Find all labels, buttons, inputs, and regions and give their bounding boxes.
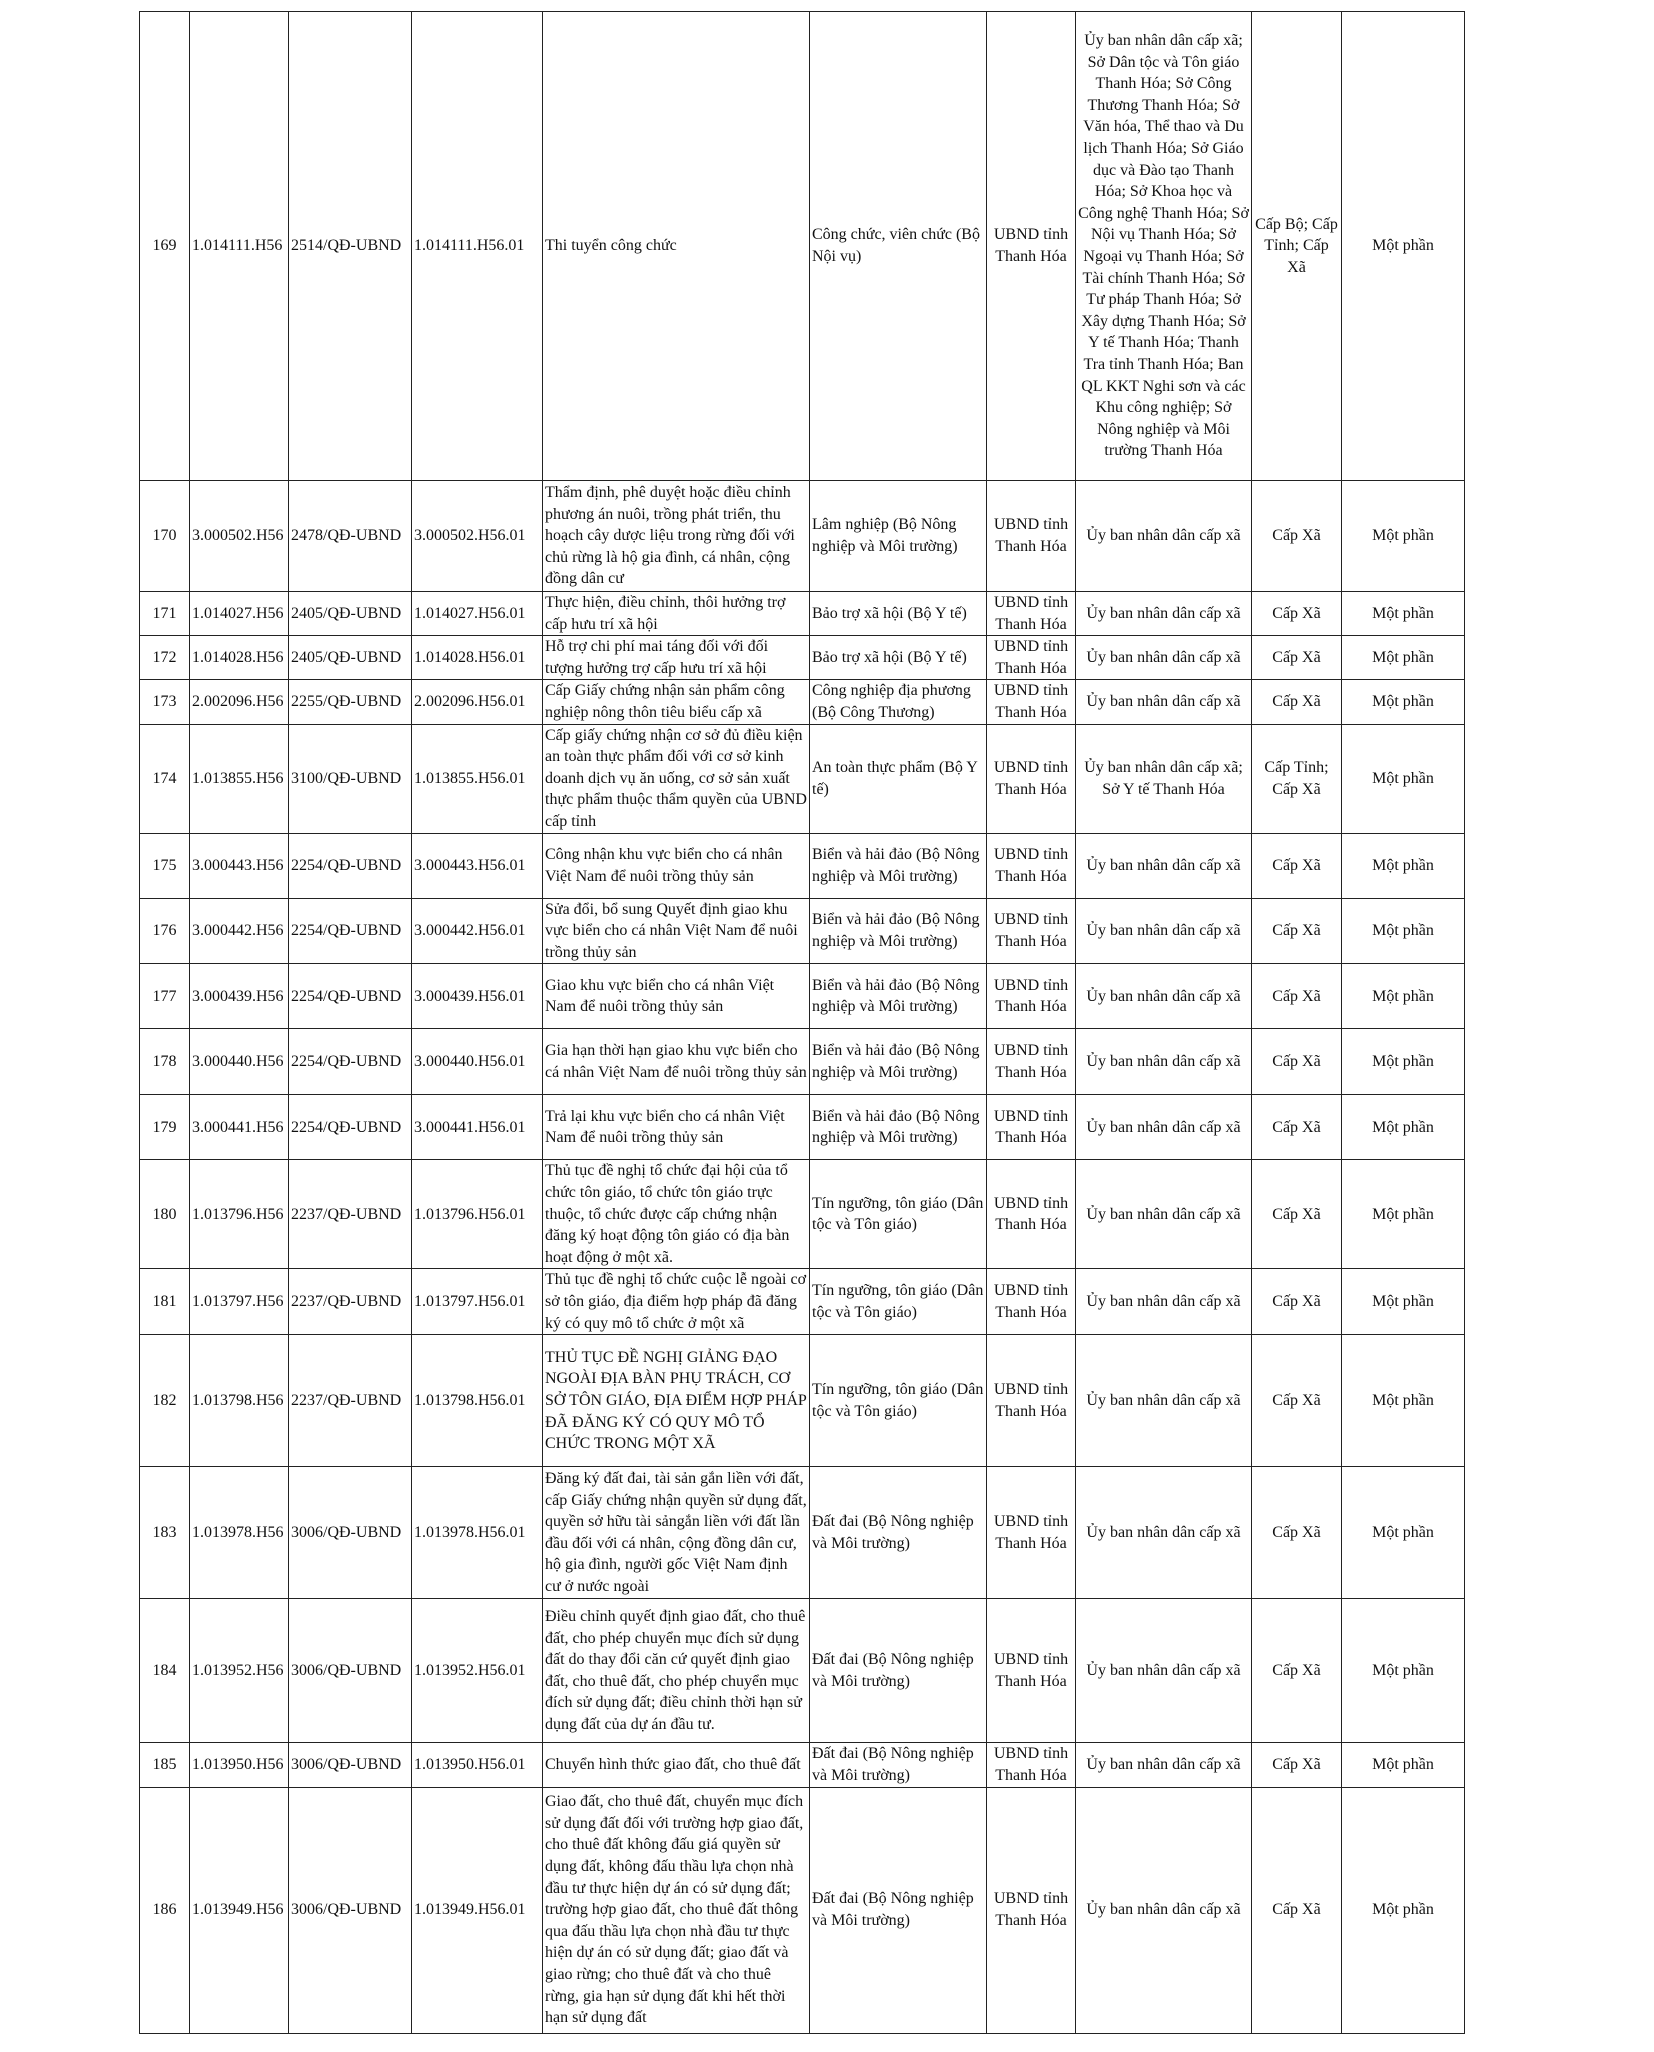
administrative-level-cell: Cấp Xã [1252, 680, 1342, 724]
service-scope-cell: Một phần [1342, 724, 1465, 833]
procedure-field-cell: Biển và hải đảo (Bộ Nông nghiệp và Môi trường) [810, 964, 987, 1029]
service-scope-cell: Một phần [1342, 1599, 1465, 1743]
service-scope-cell: Một phần [1342, 1787, 1465, 2033]
administrative-level-cell: Cấp Xã [1252, 964, 1342, 1029]
table-row [140, 1467, 1465, 1599]
service-scope-cell: Một phần [1342, 1467, 1465, 1599]
procedure-code-cell: 1.013798.H56 [190, 1335, 289, 1467]
implementing-agency-cell: Ủy ban nhân dân cấp xã [1076, 1335, 1252, 1467]
table-row [140, 1160, 1465, 1269]
table-row [140, 1743, 1465, 1787]
implementing-agency-cell: Ủy ban nhân dân cấp xã [1076, 592, 1252, 636]
procedure-code-cell: 1.013949.H56 [190, 1787, 289, 2033]
service-scope-cell: Một phần [1342, 1095, 1465, 1160]
service-scope-cell: Một phần [1342, 12, 1465, 481]
table-row [140, 592, 1465, 636]
implementing-agency-cell: Ủy ban nhân dân cấp xã [1076, 481, 1252, 592]
procedure-code-cell: 3.000442.H56 [190, 898, 289, 964]
implementing-agency-cell: Ủy ban nhân dân cấp xã [1076, 680, 1252, 724]
procedure-subcode-cell: 1.014027.H56.01 [412, 592, 543, 636]
row-number-cell: 176 [140, 898, 190, 964]
procedure-name-cell: Thực hiện, điều chỉnh, thôi hưởng trợ cấp hưu trí xã hội [543, 592, 810, 636]
administrative-level-cell: Cấp Xã [1252, 1787, 1342, 2033]
decision-number-cell: 2405/QĐ-UBND [289, 592, 412, 636]
administrative-level-cell: Cấp Tỉnh; Cấp Xã [1252, 724, 1342, 833]
authority-cell: UBND tỉnh Thanh Hóa [987, 1743, 1076, 1787]
decision-number-cell: 2237/QĐ-UBND [289, 1335, 412, 1467]
procedure-field-cell: Tín ngưỡng, tôn giáo (Dân tộc và Tôn giáo) [810, 1335, 987, 1467]
decision-number-cell: 2254/QĐ-UBND [289, 1095, 412, 1160]
row-number-cell: 183 [140, 1467, 190, 1599]
row-number-cell: 172 [140, 636, 190, 680]
procedure-subcode-cell: 3.000439.H56.01 [412, 964, 543, 1029]
procedure-subcode-cell: 1.013796.H56.01 [412, 1160, 543, 1269]
procedure-field-cell: Đất đai (Bộ Nông nghiệp và Môi trường) [810, 1599, 987, 1743]
procedure-name-cell: Hỗ trợ chi phí mai táng đối với đối tượng hưởng trợ cấp hưu trí xã hội [543, 636, 810, 680]
procedure-name-cell: Công nhận khu vực biển cho cá nhân Việt Nam để nuôi trồng thủy sản [543, 833, 810, 898]
authority-cell: UBND tỉnh Thanh Hóa [987, 1029, 1076, 1095]
implementing-agency-cell: Ủy ban nhân dân cấp xã [1076, 1160, 1252, 1269]
service-scope-cell: Một phần [1342, 964, 1465, 1029]
decision-number-cell: 2255/QĐ-UBND [289, 680, 412, 724]
administrative-level-cell: Cấp Xã [1252, 1095, 1342, 1160]
procedure-field-cell: An toàn thực phẩm (Bộ Y tế) [810, 724, 987, 833]
decision-number-cell: 2254/QĐ-UBND [289, 1029, 412, 1095]
table-row [140, 1599, 1465, 1743]
authority-cell: UBND tỉnh Thanh Hóa [987, 636, 1076, 680]
administrative-level-cell: Cấp Xã [1252, 833, 1342, 898]
decision-number-cell: 3006/QĐ-UBND [289, 1787, 412, 2033]
authority-cell: UBND tỉnh Thanh Hóa [987, 1269, 1076, 1335]
administrative-level-cell: Cấp Xã [1252, 1160, 1342, 1269]
table-row [140, 1269, 1465, 1335]
authority-cell: UBND tỉnh Thanh Hóa [987, 1335, 1076, 1467]
administrative-level-cell: Cấp Xã [1252, 592, 1342, 636]
procedure-field-cell: Tín ngưỡng, tôn giáo (Dân tộc và Tôn giáo) [810, 1269, 987, 1335]
decision-number-cell: 3006/QĐ-UBND [289, 1743, 412, 1787]
procedure-code-cell: 3.000440.H56 [190, 1029, 289, 1095]
procedure-field-cell: Biển và hải đảo (Bộ Nông nghiệp và Môi trường) [810, 898, 987, 964]
procedure-name-cell: Gia hạn thời hạn giao khu vực biển cho cá nhân Việt Nam để nuôi trồng thủy sản [543, 1029, 810, 1095]
row-number-cell: 171 [140, 592, 190, 636]
table-row [140, 481, 1465, 592]
implementing-agency-cell: Ủy ban nhân dân cấp xã [1076, 636, 1252, 680]
row-number-cell: 181 [140, 1269, 190, 1335]
table-row [140, 833, 1465, 898]
procedure-subcode-cell: 3.000443.H56.01 [412, 833, 543, 898]
procedure-code-cell: 1.013952.H56 [190, 1599, 289, 1743]
implementing-agency-cell: Ủy ban nhân dân cấp xã [1076, 833, 1252, 898]
row-number-cell: 184 [140, 1599, 190, 1743]
procedure-subcode-cell: 3.000502.H56.01 [412, 481, 543, 592]
procedure-field-cell: Công chức, viên chức (Bộ Nội vụ) [810, 12, 987, 481]
authority-cell: UBND tỉnh Thanh Hóa [987, 1599, 1076, 1743]
service-scope-cell: Một phần [1342, 1269, 1465, 1335]
decision-number-cell: 3006/QĐ-UBND [289, 1467, 412, 1599]
procedure-field-cell: Đất đai (Bộ Nông nghiệp và Môi trường) [810, 1467, 987, 1599]
authority-cell: UBND tỉnh Thanh Hóa [987, 680, 1076, 724]
implementing-agency-cell: Ủy ban nhân dân cấp xã; Sở Y tế Thanh Hóa [1076, 724, 1252, 833]
implementing-agency-cell: Ủy ban nhân dân cấp xã [1076, 964, 1252, 1029]
decision-number-cell: 2254/QĐ-UBND [289, 833, 412, 898]
procedure-name-cell: Thủ tục đề nghị tổ chức đại hội của tổ chức tôn giáo, tổ chức tôn giáo trực thuộc, tổ chức được cấp chứng nhận đăng ký hoạt động tôn giáo có địa bàn hoạt động ở một xã. [543, 1160, 810, 1269]
procedure-subcode-cell: 3.000441.H56.01 [412, 1095, 543, 1160]
administrative-level-cell: Cấp Xã [1252, 1029, 1342, 1095]
decision-number-cell: 2254/QĐ-UBND [289, 964, 412, 1029]
row-number-cell: 177 [140, 964, 190, 1029]
table-row [140, 1787, 1465, 2033]
row-number-cell: 180 [140, 1160, 190, 1269]
decision-number-cell: 2478/QĐ-UBND [289, 481, 412, 592]
service-scope-cell: Một phần [1342, 898, 1465, 964]
table-row [140, 1335, 1465, 1467]
administrative-level-cell: Cấp Xã [1252, 481, 1342, 592]
procedure-subcode-cell: 3.000440.H56.01 [412, 1029, 543, 1095]
administrative-level-cell: Cấp Xã [1252, 1743, 1342, 1787]
procedure-name-cell: Thi tuyển công chức [543, 12, 810, 481]
service-scope-cell: Một phần [1342, 592, 1465, 636]
procedure-name-cell: Giao khu vực biển cho cá nhân Việt Nam để nuôi trồng thủy sản [543, 964, 810, 1029]
table-body [140, 12, 1465, 2034]
procedure-code-cell: 3.000439.H56 [190, 964, 289, 1029]
procedure-name-cell: Giao đất, cho thuê đất, chuyển mục đích sử dụng đất đối với trường hợp giao đất, cho thuê đất không đấu giá quyền sử dụng đất, không đấu thầu lựa chọn nhà đầu tư thực hiện dự án có sử dụng đất; trường hợp giao đất, cho thuê đất thông qua đấu thầu lựa chọn nhà đầu tư thực hiện dự án có sử dụng đất; giao đất và giao rừng; cho thuê đất và cho thuê rừng, gia hạn sử dụng đất khi hết thời hạn sử dụng đất [543, 1787, 810, 2033]
implementing-agency-cell: Ủy ban nhân dân cấp xã [1076, 1743, 1252, 1787]
authority-cell: UBND tỉnh Thanh Hóa [987, 898, 1076, 964]
row-number-cell: 185 [140, 1743, 190, 1787]
procedure-subcode-cell: 3.000442.H56.01 [412, 898, 543, 964]
decision-number-cell: 3006/QĐ-UBND [289, 1599, 412, 1743]
procedure-name-cell: Sửa đổi, bổ sung Quyết định giao khu vực biển cho cá nhân Việt Nam để nuôi trồng thủy sản [543, 898, 810, 964]
table-row [140, 1095, 1465, 1160]
authority-cell: UBND tỉnh Thanh Hóa [987, 964, 1076, 1029]
decision-number-cell: 2237/QĐ-UBND [289, 1269, 412, 1335]
administrative-level-cell: Cấp Xã [1252, 898, 1342, 964]
procedure-name-cell: Cấp giấy chứng nhận cơ sở đủ điều kiện an toàn thực phẩm đối với cơ sở kinh doanh dịch vụ ăn uống, cơ sở sản xuất thực phẩm thuộc thẩm quyền của UBND cấp tỉnh [543, 724, 810, 833]
authority-cell: UBND tỉnh Thanh Hóa [987, 1095, 1076, 1160]
procedure-code-cell: 1.013796.H56 [190, 1160, 289, 1269]
implementing-agency-cell: Ủy ban nhân dân cấp xã [1076, 1467, 1252, 1599]
service-scope-cell: Một phần [1342, 1029, 1465, 1095]
procedure-code-cell: 3.000502.H56 [190, 481, 289, 592]
row-number-cell: 174 [140, 724, 190, 833]
procedure-code-cell: 1.013855.H56 [190, 724, 289, 833]
implementing-agency-cell: Ủy ban nhân dân cấp xã [1076, 1599, 1252, 1743]
implementing-agency-cell: Ủy ban nhân dân cấp xã [1076, 1095, 1252, 1160]
procedure-subcode-cell: 1.013950.H56.01 [412, 1743, 543, 1787]
procedure-code-cell: 1.013797.H56 [190, 1269, 289, 1335]
procedure-field-cell: Biển và hải đảo (Bộ Nông nghiệp và Môi trường) [810, 1029, 987, 1095]
authority-cell: UBND tỉnh Thanh Hóa [987, 1160, 1076, 1269]
procedure-subcode-cell: 1.014028.H56.01 [412, 636, 543, 680]
table-row [140, 1029, 1465, 1095]
procedure-code-cell: 1.014111.H56 [190, 12, 289, 481]
procedure-code-cell: 3.000443.H56 [190, 833, 289, 898]
implementing-agency-cell: Ủy ban nhân dân cấp xã; Sở Dân tộc và Tôn giáo Thanh Hóa; Sở Công Thương Thanh Hóa; Sở Văn hóa, Thể thao và Du lịch Thanh Hóa; Sở Giáo dục và Đào tạo Thanh Hóa; Sở Khoa học và Công nghệ Thanh Hóa; Sở Nội vụ Thanh Hóa; Sở Ngoại vụ Thanh Hóa; Sở Tài chính Thanh Hóa; Sở Tư pháp Thanh Hóa; Sở Xây dựng Thanh Hóa; Sở Y tế Thanh Hóa; Thanh Tra tỉnh Thanh Hóa; Ban QL KKT Nghi sơn và các Khu công nghiệp; Sở Nông nghiệp và Môi trường Thanh Hóa [1076, 12, 1252, 481]
implementing-agency-cell: Ủy ban nhân dân cấp xã [1076, 1029, 1252, 1095]
procedure-subcode-cell: 1.013949.H56.01 [412, 1787, 543, 2033]
implementing-agency-cell: Ủy ban nhân dân cấp xã [1076, 898, 1252, 964]
authority-cell: UBND tỉnh Thanh Hóa [987, 1787, 1076, 2033]
administrative-level-cell: Cấp Xã [1252, 1467, 1342, 1599]
row-number-cell: 175 [140, 833, 190, 898]
procedure-subcode-cell: 1.013952.H56.01 [412, 1599, 543, 1743]
procedure-subcode-cell: 2.002096.H56.01 [412, 680, 543, 724]
procedure-field-cell: Lâm nghiệp (Bộ Nông nghiệp và Môi trường) [810, 481, 987, 592]
table-row [140, 898, 1465, 964]
procedure-field-cell: Công nghiệp địa phương (Bộ Công Thương) [810, 680, 987, 724]
procedure-field-cell: Bảo trợ xã hội (Bộ Y tế) [810, 592, 987, 636]
procedure-code-cell: 1.014028.H56 [190, 636, 289, 680]
decision-number-cell: 2405/QĐ-UBND [289, 636, 412, 680]
decision-number-cell: 3100/QĐ-UBND [289, 724, 412, 833]
procedures-table [139, 11, 1465, 2034]
authority-cell: UBND tỉnh Thanh Hóa [987, 12, 1076, 481]
procedure-name-cell: THỦ TỤC ĐỀ NGHỊ GIẢNG ĐẠO NGOÀI ĐỊA BÀN PHỤ TRÁCH, CƠ SỞ TÔN GIÁO, ĐỊA ĐIỂM HỢP PHÁP ĐÃ ĐĂNG KÝ CÓ QUY MÔ TỔ CHỨC TRONG MỘT XÃ [543, 1335, 810, 1467]
procedure-subcode-cell: 1.013797.H56.01 [412, 1269, 543, 1335]
procedure-code-cell: 1.013978.H56 [190, 1467, 289, 1599]
table-row [140, 724, 1465, 833]
authority-cell: UBND tỉnh Thanh Hóa [987, 1467, 1076, 1599]
procedure-name-cell: Thủ tục đề nghị tổ chức cuộc lễ ngoài cơ sở tôn giáo, địa điểm hợp pháp đã đăng ký có quy mô tổ chức ở một xã [543, 1269, 810, 1335]
procedure-subcode-cell: 1.013798.H56.01 [412, 1335, 543, 1467]
service-scope-cell: Một phần [1342, 833, 1465, 898]
row-number-cell: 179 [140, 1095, 190, 1160]
procedure-subcode-cell: 1.013978.H56.01 [412, 1467, 543, 1599]
service-scope-cell: Một phần [1342, 636, 1465, 680]
service-scope-cell: Một phần [1342, 1335, 1465, 1467]
row-number-cell: 186 [140, 1787, 190, 2033]
authority-cell: UBND tỉnh Thanh Hóa [987, 592, 1076, 636]
row-number-cell: 169 [140, 12, 190, 481]
procedure-name-cell: Thẩm định, phê duyệt hoặc điều chỉnh phương án nuôi, trồng phát triển, thu hoạch cây dược liệu trong rừng đối với chủ rừng là hộ gia đình, cá nhân, cộng đồng dân cư [543, 481, 810, 592]
administrative-level-cell: Cấp Xã [1252, 1269, 1342, 1335]
decision-number-cell: 2254/QĐ-UBND [289, 898, 412, 964]
procedure-subcode-cell: 1.014111.H56.01 [412, 12, 543, 481]
table-row [140, 12, 1465, 481]
procedure-code-cell: 1.014027.H56 [190, 592, 289, 636]
administrative-level-cell: Cấp Xã [1252, 1599, 1342, 1743]
row-number-cell: 178 [140, 1029, 190, 1095]
row-number-cell: 182 [140, 1335, 190, 1467]
procedure-field-cell: Biển và hải đảo (Bộ Nông nghiệp và Môi trường) [810, 833, 987, 898]
procedure-code-cell: 1.013950.H56 [190, 1743, 289, 1787]
service-scope-cell: Một phần [1342, 1160, 1465, 1269]
table-row [140, 680, 1465, 724]
table-row [140, 636, 1465, 680]
procedure-field-cell: Tín ngưỡng, tôn giáo (Dân tộc và Tôn giáo) [810, 1160, 987, 1269]
administrative-level-cell: Cấp Bộ; Cấp Tỉnh; Cấp Xã [1252, 12, 1342, 481]
procedure-name-cell: Trả lại khu vực biển cho cá nhân Việt Nam để nuôi trồng thủy sản [543, 1095, 810, 1160]
implementing-agency-cell: Ủy ban nhân dân cấp xã [1076, 1787, 1252, 2033]
procedure-code-cell: 2.002096.H56 [190, 680, 289, 724]
procedure-name-cell: Cấp Giấy chứng nhận sản phẩm công nghiệp nông thôn tiêu biểu cấp xã [543, 680, 810, 724]
procedure-name-cell: Đăng ký đất đai, tài sản gắn liền với đất, cấp Giấy chứng nhận quyền sử dụng đất, quyền sở hữu tài sảngắn liền với đất lần đầu đối với cá nhân, cộng đồng dân cư, hộ gia đình, người gốc Việt Nam định cư ở nước ngoài [543, 1467, 810, 1599]
authority-cell: UBND tỉnh Thanh Hóa [987, 833, 1076, 898]
authority-cell: UBND tỉnh Thanh Hóa [987, 724, 1076, 833]
procedure-subcode-cell: 1.013855.H56.01 [412, 724, 543, 833]
administrative-level-cell: Cấp Xã [1252, 1335, 1342, 1467]
service-scope-cell: Một phần [1342, 680, 1465, 724]
table-row [140, 964, 1465, 1029]
procedure-field-cell: Đất đai (Bộ Nông nghiệp và Môi trường) [810, 1743, 987, 1787]
administrative-level-cell: Cấp Xã [1252, 636, 1342, 680]
procedure-name-cell: Điều chỉnh quyết định giao đất, cho thuê đất, cho phép chuyển mục đích sử dụng đất do thay đổi căn cứ quyết định giao đất, cho thuê đất, cho phép chuyển mục đích sử dụng đất; điều chỉnh thời hạn sử dụng đất của dự án đầu tư. [543, 1599, 810, 1743]
procedure-field-cell: Bảo trợ xã hội (Bộ Y tế) [810, 636, 987, 680]
service-scope-cell: Một phần [1342, 481, 1465, 592]
decision-number-cell: 2237/QĐ-UBND [289, 1160, 412, 1269]
procedure-field-cell: Đất đai (Bộ Nông nghiệp và Môi trường) [810, 1787, 987, 2033]
decision-number-cell: 2514/QĐ-UBND [289, 12, 412, 481]
procedure-field-cell: Biển và hải đảo (Bộ Nông nghiệp và Môi trường) [810, 1095, 987, 1160]
row-number-cell: 170 [140, 481, 190, 592]
service-scope-cell: Một phần [1342, 1743, 1465, 1787]
procedure-code-cell: 3.000441.H56 [190, 1095, 289, 1160]
procedure-name-cell: Chuyển hình thức giao đất, cho thuê đất [543, 1743, 810, 1787]
row-number-cell: 173 [140, 680, 190, 724]
authority-cell: UBND tỉnh Thanh Hóa [987, 481, 1076, 592]
implementing-agency-cell: Ủy ban nhân dân cấp xã [1076, 1269, 1252, 1335]
